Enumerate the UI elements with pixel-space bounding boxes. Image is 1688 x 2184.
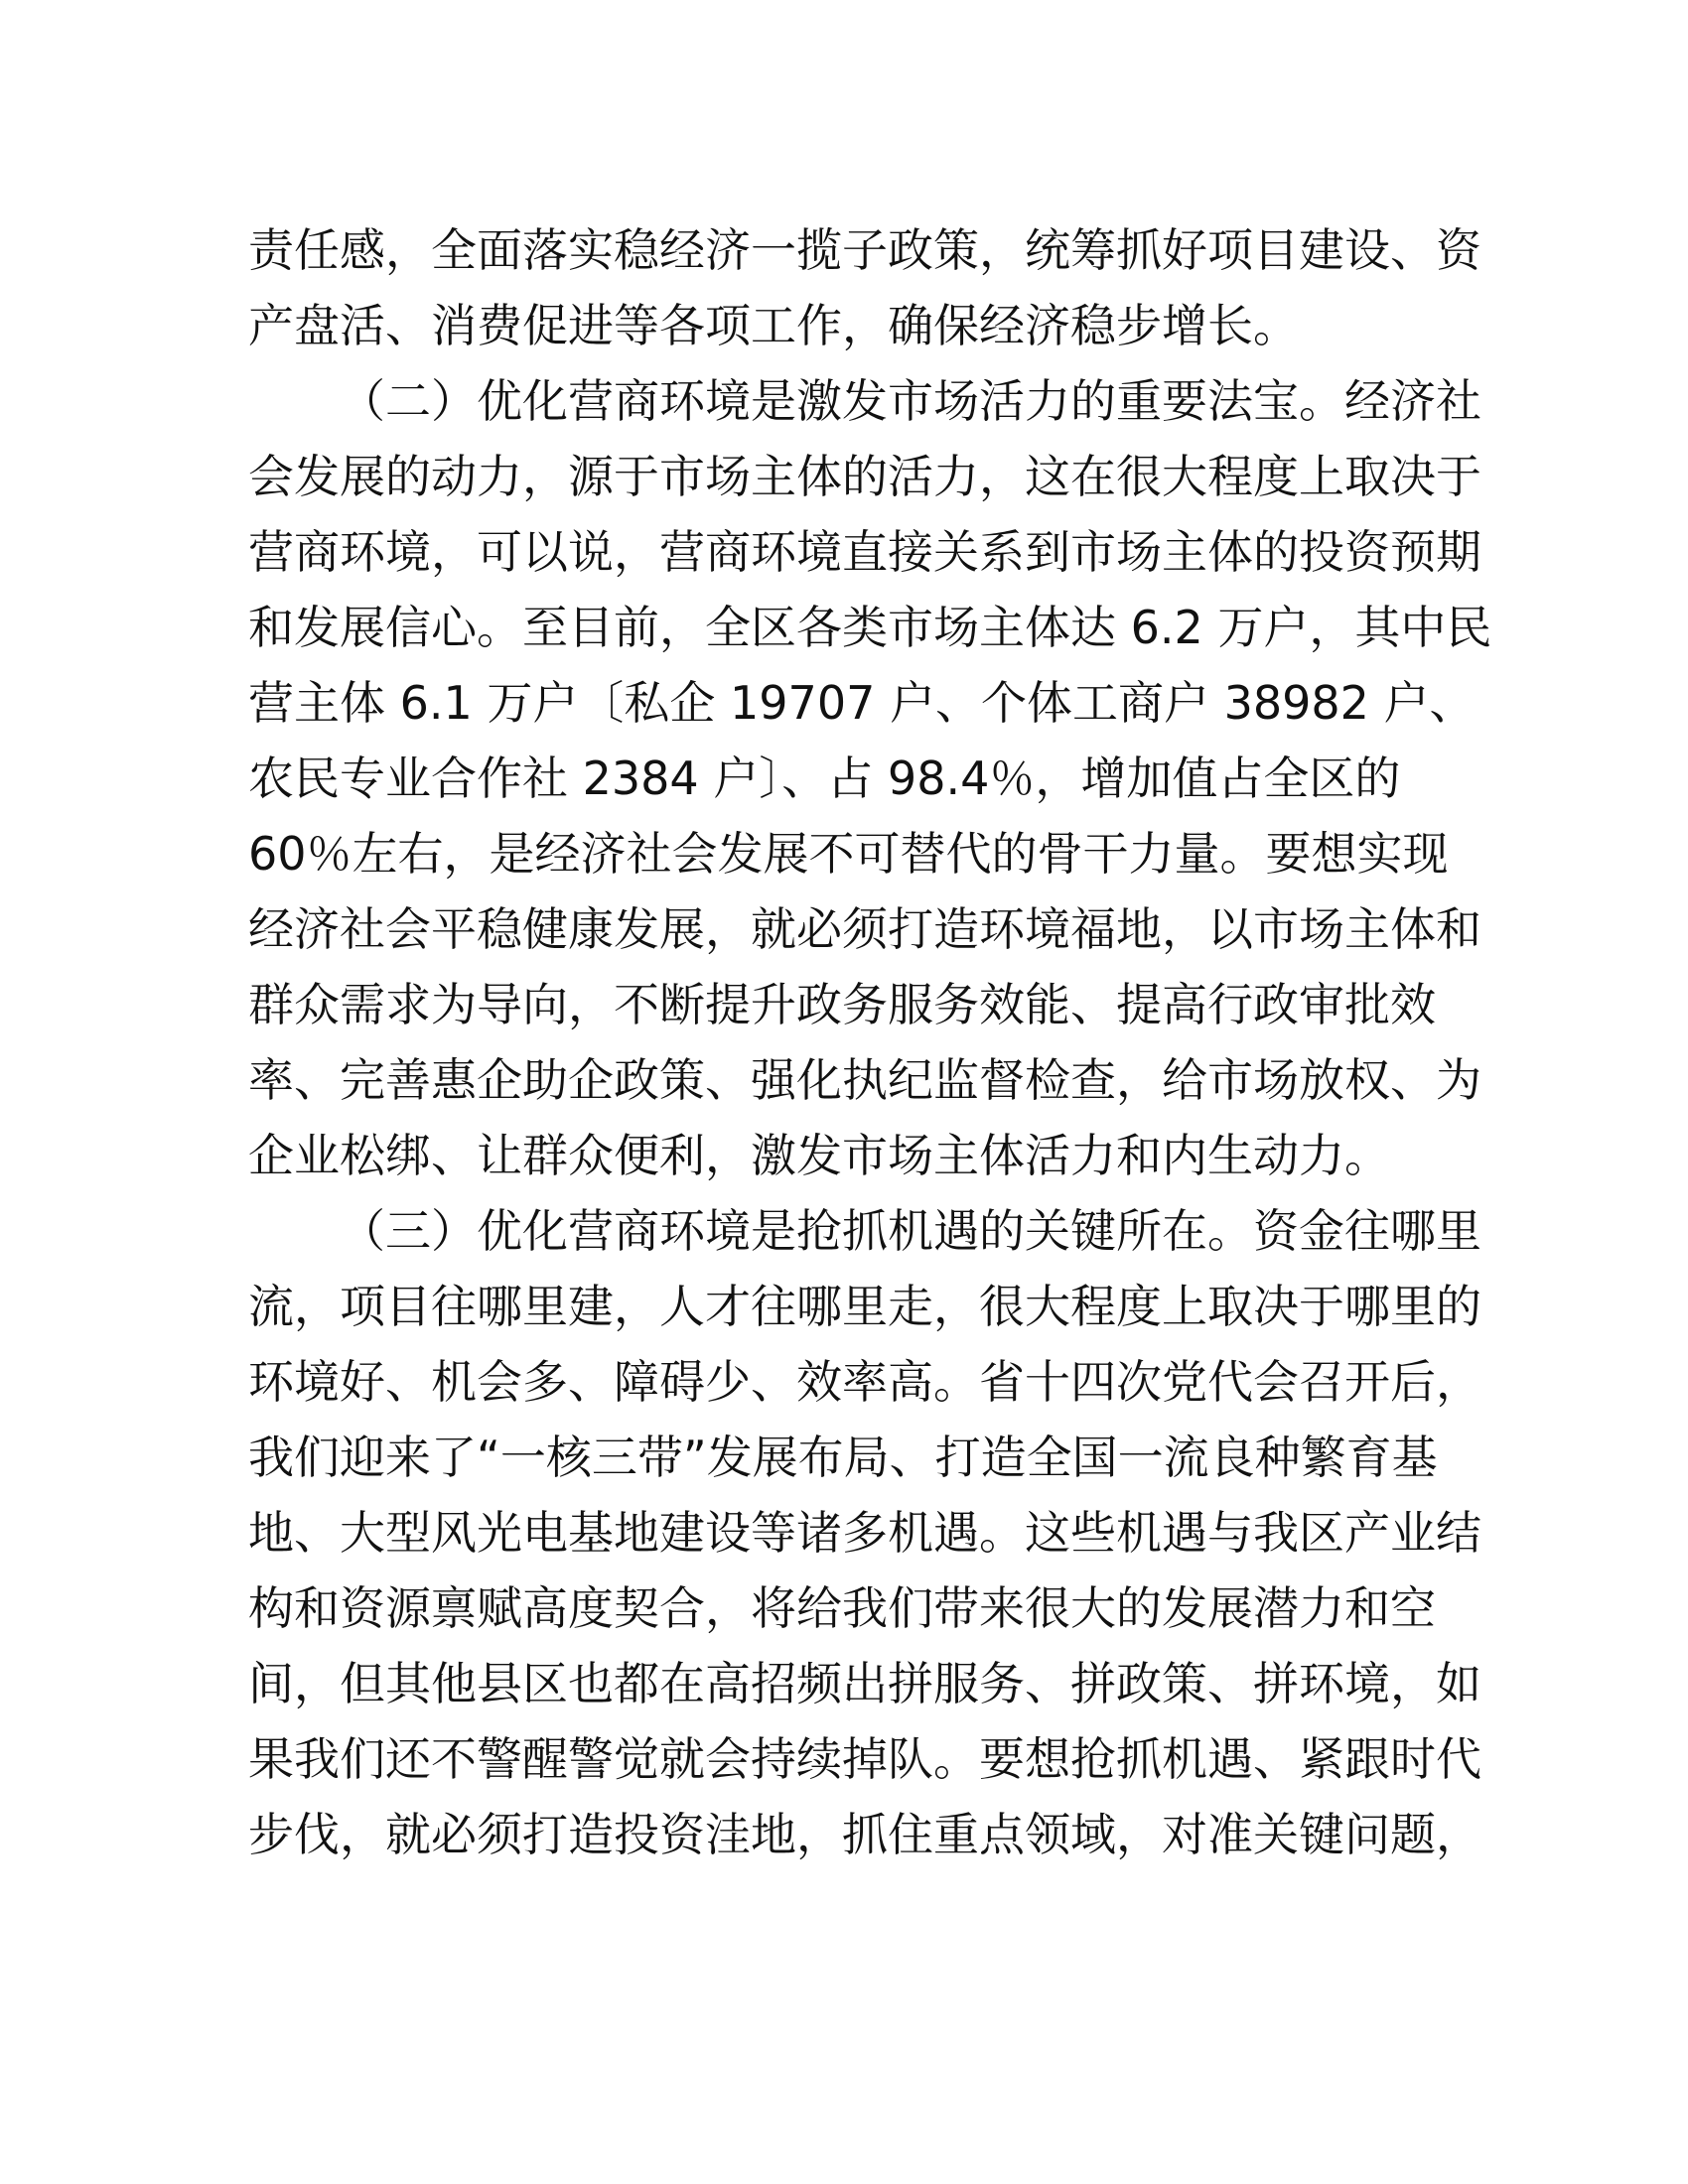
text-line: 环境好、机会多、障碍少、效率高。省十四次党代会召开后， [248, 1355, 1481, 1409]
text-line: 责任感，全面落实稳经济一揽子政策，统筹抓好项目建设、资 [248, 223, 1481, 277]
text-line: 60％左右，是经济社会发展不可替代的骨干力量。要想实现 [248, 827, 1449, 881]
body-text [248, 212, 1492, 1872]
paragraph-1 [248, 212, 1481, 363]
text-line: （二）优化营商环境是激发市场活力的重要法宝。经济社 [340, 374, 1481, 428]
text-line: 流，项目往哪里建，人才往哪里走，很大程度上取决于哪里的 [248, 1280, 1481, 1333]
text-line: 群众需求为导向，不断提升政务服务效能、提高行政审批效 [248, 978, 1436, 1031]
text-line: 会发展的动力，源于市场主体的活力，这在很大程度上取决于 [248, 450, 1481, 503]
text-line: 农民专业合作社 2384 户〕、占 98.4％，增加值占全区的 [248, 751, 1401, 805]
text-line: 步伐，就必须打造投资洼地，抓住重点领域，对准关键问题， [248, 1808, 1481, 1861]
text-line: 间，但其他县区也都在高招频出拼服务、拼政策、拼环境，如 [248, 1657, 1481, 1710]
paragraph-3 [248, 1193, 1481, 1872]
text-line: 营主体 6.1 万户〔私企 19707 户、个体工商户 38982 户、 [248, 676, 1476, 730]
text-line: 构和资源禀赋高度契合，将给我们带来很大的发展潜力和空 [248, 1581, 1436, 1635]
text-line: 率、完善惠企助企政策、强化执纪监督检查，给市场放权、为 [248, 1053, 1481, 1107]
text-line: 产盘活、消费促进等各项工作，确保经济稳步增长。 [248, 299, 1299, 352]
text-line: 经济社会平稳健康发展，就必须打造环境福地，以市场主体和 [248, 902, 1481, 956]
text-line: 我们迎来了“一核三带”发展布局、打造全国一流良种繁育基 [248, 1431, 1438, 1484]
text-line: （三）优化营商环境是抢抓机遇的关键所在。资金往哪里 [340, 1204, 1481, 1258]
text-line: 企业松绑、让群众便利，激发市场主体活力和内生动力。 [248, 1129, 1390, 1182]
paragraph-2 [248, 363, 1492, 1193]
text-line: 营商环境，可以说，营商环境直接关系到市场主体的投资预期 [248, 525, 1481, 579]
text-line: 果我们还不警醒警觉就会持续掉队。要想抢抓机遇、紧跟时代 [248, 1732, 1481, 1786]
text-line: 和发展信心。至目前，全区各类市场主体达 6.2 万户，其中民 [248, 601, 1492, 654]
text-line: 地、大型风光电基地建设等诸多机遇。这些机遇与我区产业结 [248, 1506, 1481, 1560]
